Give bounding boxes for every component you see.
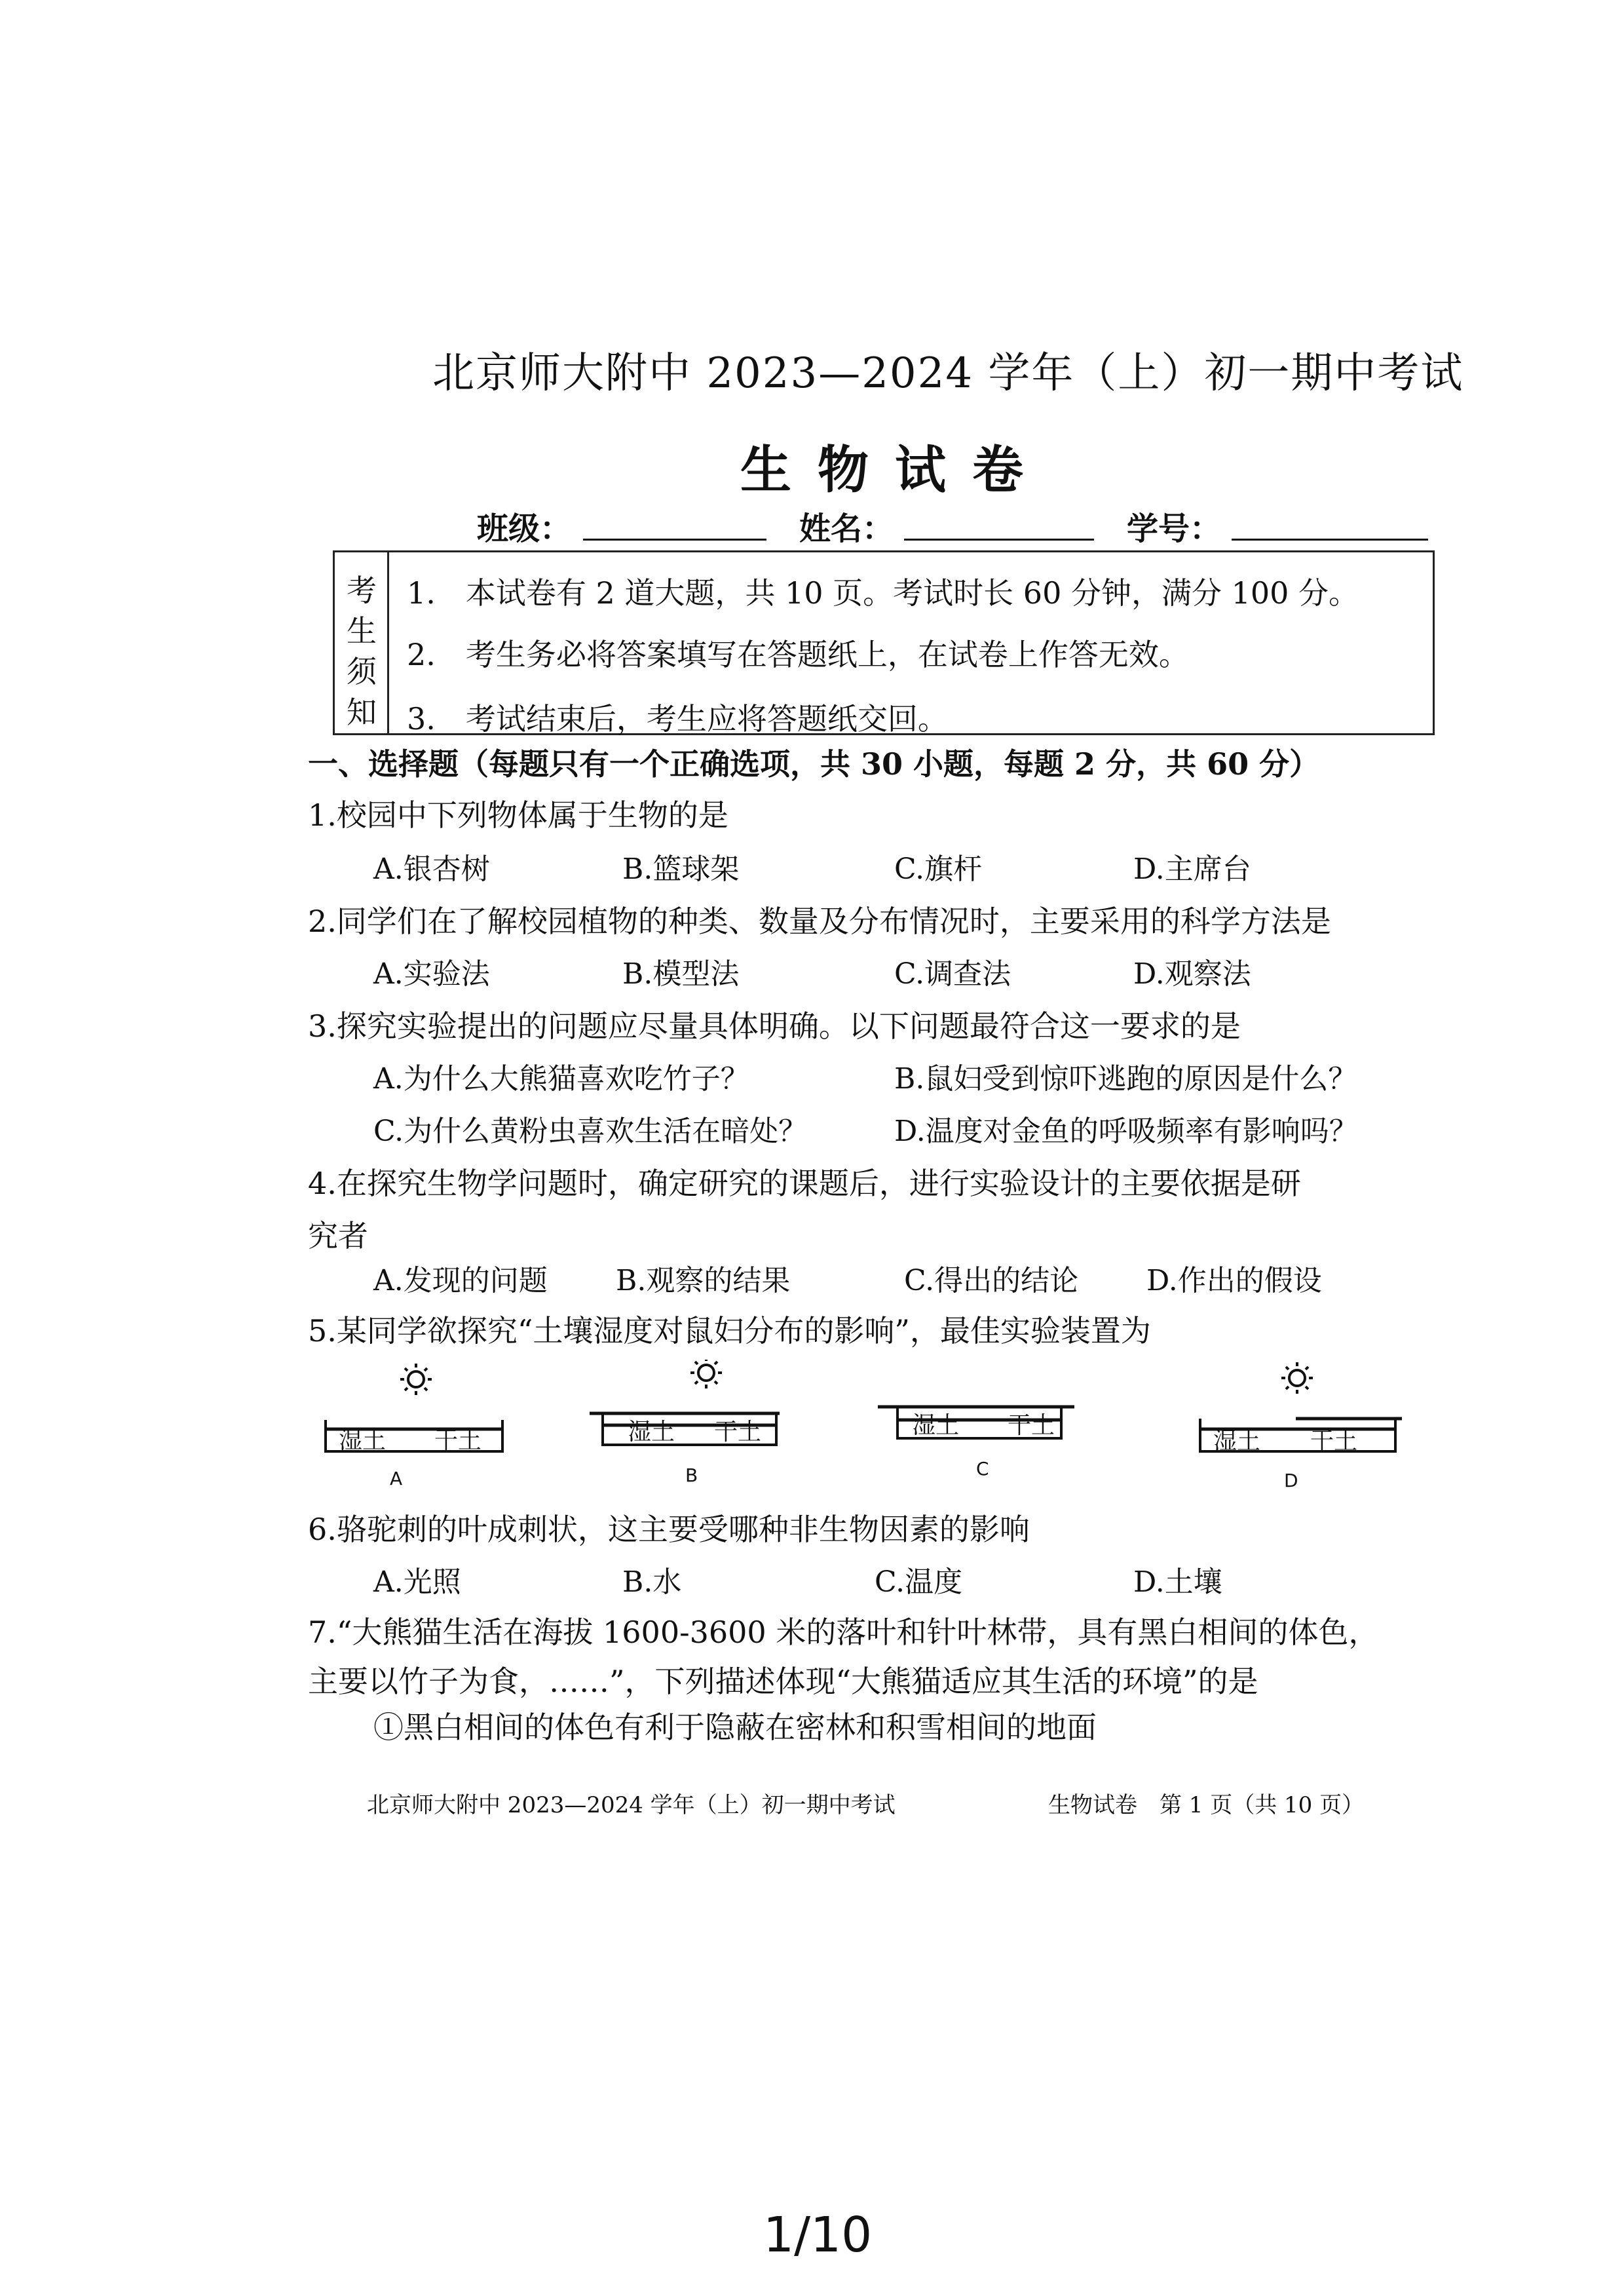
- notice-side-label: [335, 552, 389, 733]
- notice-side-char: 知: [347, 695, 377, 730]
- question-3-option-d[interactable]: D.温度对金鱼的呼吸频率有影响吗？: [894, 1115, 1358, 1148]
- question-4-option-a[interactable]: A.发现的问题: [373, 1264, 548, 1297]
- apparatus-c-letter: C: [976, 1458, 989, 1480]
- question-6-option-a[interactable]: A.光照: [373, 1565, 461, 1599]
- apparatus-c-wet-soil-label: 湿土: [912, 1412, 960, 1439]
- question-4-option-c[interactable]: C.得出的结论: [904, 1264, 1079, 1297]
- notice-side-char: 须: [347, 654, 377, 689]
- apparatus-b-dry-soil-label: 干土: [714, 1419, 762, 1445]
- apparatus-diagram-a[interactable]: [324, 1360, 521, 1491]
- section-title: 一、选择题（每题只有一个正确选项，共 30 小题，每题 2 分，共 60 分）: [308, 746, 1320, 782]
- page-indicator: 1/10: [763, 2207, 873, 2263]
- notice-box: [333, 550, 1435, 735]
- apparatus-b-wet-soil-label: 湿土: [628, 1419, 675, 1445]
- subject-title: 生物试卷: [740, 440, 1050, 500]
- apparatus-a-letter: A: [390, 1468, 403, 1489]
- question-2-stem: 2.同学们在了解校园植物的种类、数量及分布情况时，主要采用的科学方法是: [308, 904, 1331, 939]
- student-id-field-label: 学号：: [1127, 510, 1222, 547]
- question-4-option-d[interactable]: D.作出的假设: [1146, 1264, 1322, 1297]
- notice-item-2: 2. 考生务必将答案填写在答题纸上，在试卷上作答无效。: [407, 637, 1189, 672]
- apparatus-diagram-c[interactable]: [878, 1360, 1074, 1491]
- footer-right: 生物试卷 第 1 页（共 10 页）: [1048, 1792, 1365, 1818]
- question-2-option-d[interactable]: D.观察法: [1133, 957, 1251, 991]
- apparatus-c-dry-soil-label: 干土: [1008, 1412, 1055, 1439]
- question-3-stem: 3.探究实验提出的问题应尽量具体明确。以下问题最符合这一要求的是: [308, 1008, 1241, 1044]
- question-1-option-b[interactable]: B.篮球架: [622, 852, 740, 886]
- name-field-label: 姓名：: [799, 510, 894, 547]
- question-7-stem: 7.“大熊猫生活在海拔 1600-3600 米的落叶和针叶林带，具有黑白相间的体色，: [308, 1615, 1379, 1650]
- question-2-option-a[interactable]: A.实验法: [373, 957, 490, 991]
- name-field-line[interactable]: [904, 539, 1094, 541]
- question-6-option-b[interactable]: B.水: [622, 1565, 682, 1599]
- notice-item-3: 3. 考试结束后，考生应将答题纸交回。: [407, 701, 948, 737]
- question-7-item-1: ①黑白相间的体色有利于隐蔽在密林和积雪相间的地面: [373, 1710, 1097, 1745]
- question-1-option-c[interactable]: C.旗杆: [894, 852, 983, 886]
- question-3-option-b[interactable]: B.鼠妇受到惊吓逃跑的原因是什么？: [894, 1062, 1357, 1096]
- footer-left: 北京师大附中 2023—2024 学年（上）初一期中考试: [367, 1792, 896, 1818]
- question-7-stem-continued: 主要以竹子为食，……”，下列描述体现“大熊猫适应其生活的环境”的是: [308, 1664, 1258, 1699]
- question-1-stem: 1.校园中下列物体属于生物的是: [308, 797, 728, 833]
- question-2-option-b[interactable]: B.模型法: [622, 957, 740, 991]
- apparatus-diagram-b[interactable]: [590, 1360, 786, 1491]
- question-4-stem-continued: 究者: [308, 1218, 368, 1253]
- class-field-label: 班级：: [477, 510, 572, 547]
- apparatus-d-wet-soil-label: 湿土: [1213, 1428, 1261, 1455]
- question-6-stem: 6.骆驼刺的叶成刺状，这主要受哪种非生物因素的影响: [308, 1512, 1030, 1547]
- apparatus-d-dry-soil-label: 干土: [1310, 1428, 1358, 1455]
- apparatus-a-wet-soil-label: 湿土: [339, 1427, 387, 1454]
- student-id-field-line[interactable]: [1232, 539, 1428, 541]
- question-3-option-c[interactable]: C.为什么黄粉虫喜欢生活在暗处？: [373, 1115, 808, 1148]
- class-field-line[interactable]: [583, 539, 766, 541]
- notice-item-1: 1. 本试卷有 2 道大题，共 10 页。考试时长 60 分钟，满分 100 分。: [407, 575, 1359, 611]
- question-1-option-a[interactable]: A.银杏树: [373, 852, 490, 886]
- notice-side-char: 生: [347, 613, 377, 649]
- apparatus-diagram-d[interactable]: [1199, 1360, 1395, 1491]
- question-3-option-a[interactable]: A.为什么大熊猫喜欢吃竹子？: [373, 1062, 749, 1096]
- question-2-option-c[interactable]: C.调查法: [894, 957, 1011, 991]
- notice-side-char: 考: [347, 573, 377, 608]
- question-5-stem: 5.某同学欲探究“土壤湿度对鼠妇分布的影响”，最佳实验装置为: [308, 1313, 1151, 1349]
- question-6-option-d[interactable]: D.土壤: [1133, 1565, 1222, 1599]
- question-4-option-b[interactable]: B.观察的结果: [616, 1264, 791, 1297]
- apparatus-d-letter: D: [1284, 1470, 1298, 1491]
- exam-title: 北京师大附中 2023—2024 学年（上）初一期中考试: [432, 349, 1464, 398]
- question-4-stem: 4.在探究生物学问题时，确定研究的课题后，进行实验设计的主要依据是研: [308, 1166, 1301, 1201]
- question-6-option-c[interactable]: C.温度: [875, 1565, 963, 1599]
- question-1-option-d[interactable]: D.主席台: [1133, 852, 1251, 886]
- apparatus-b-letter: B: [685, 1464, 698, 1486]
- apparatus-a-dry-soil-label: 干土: [434, 1427, 482, 1454]
